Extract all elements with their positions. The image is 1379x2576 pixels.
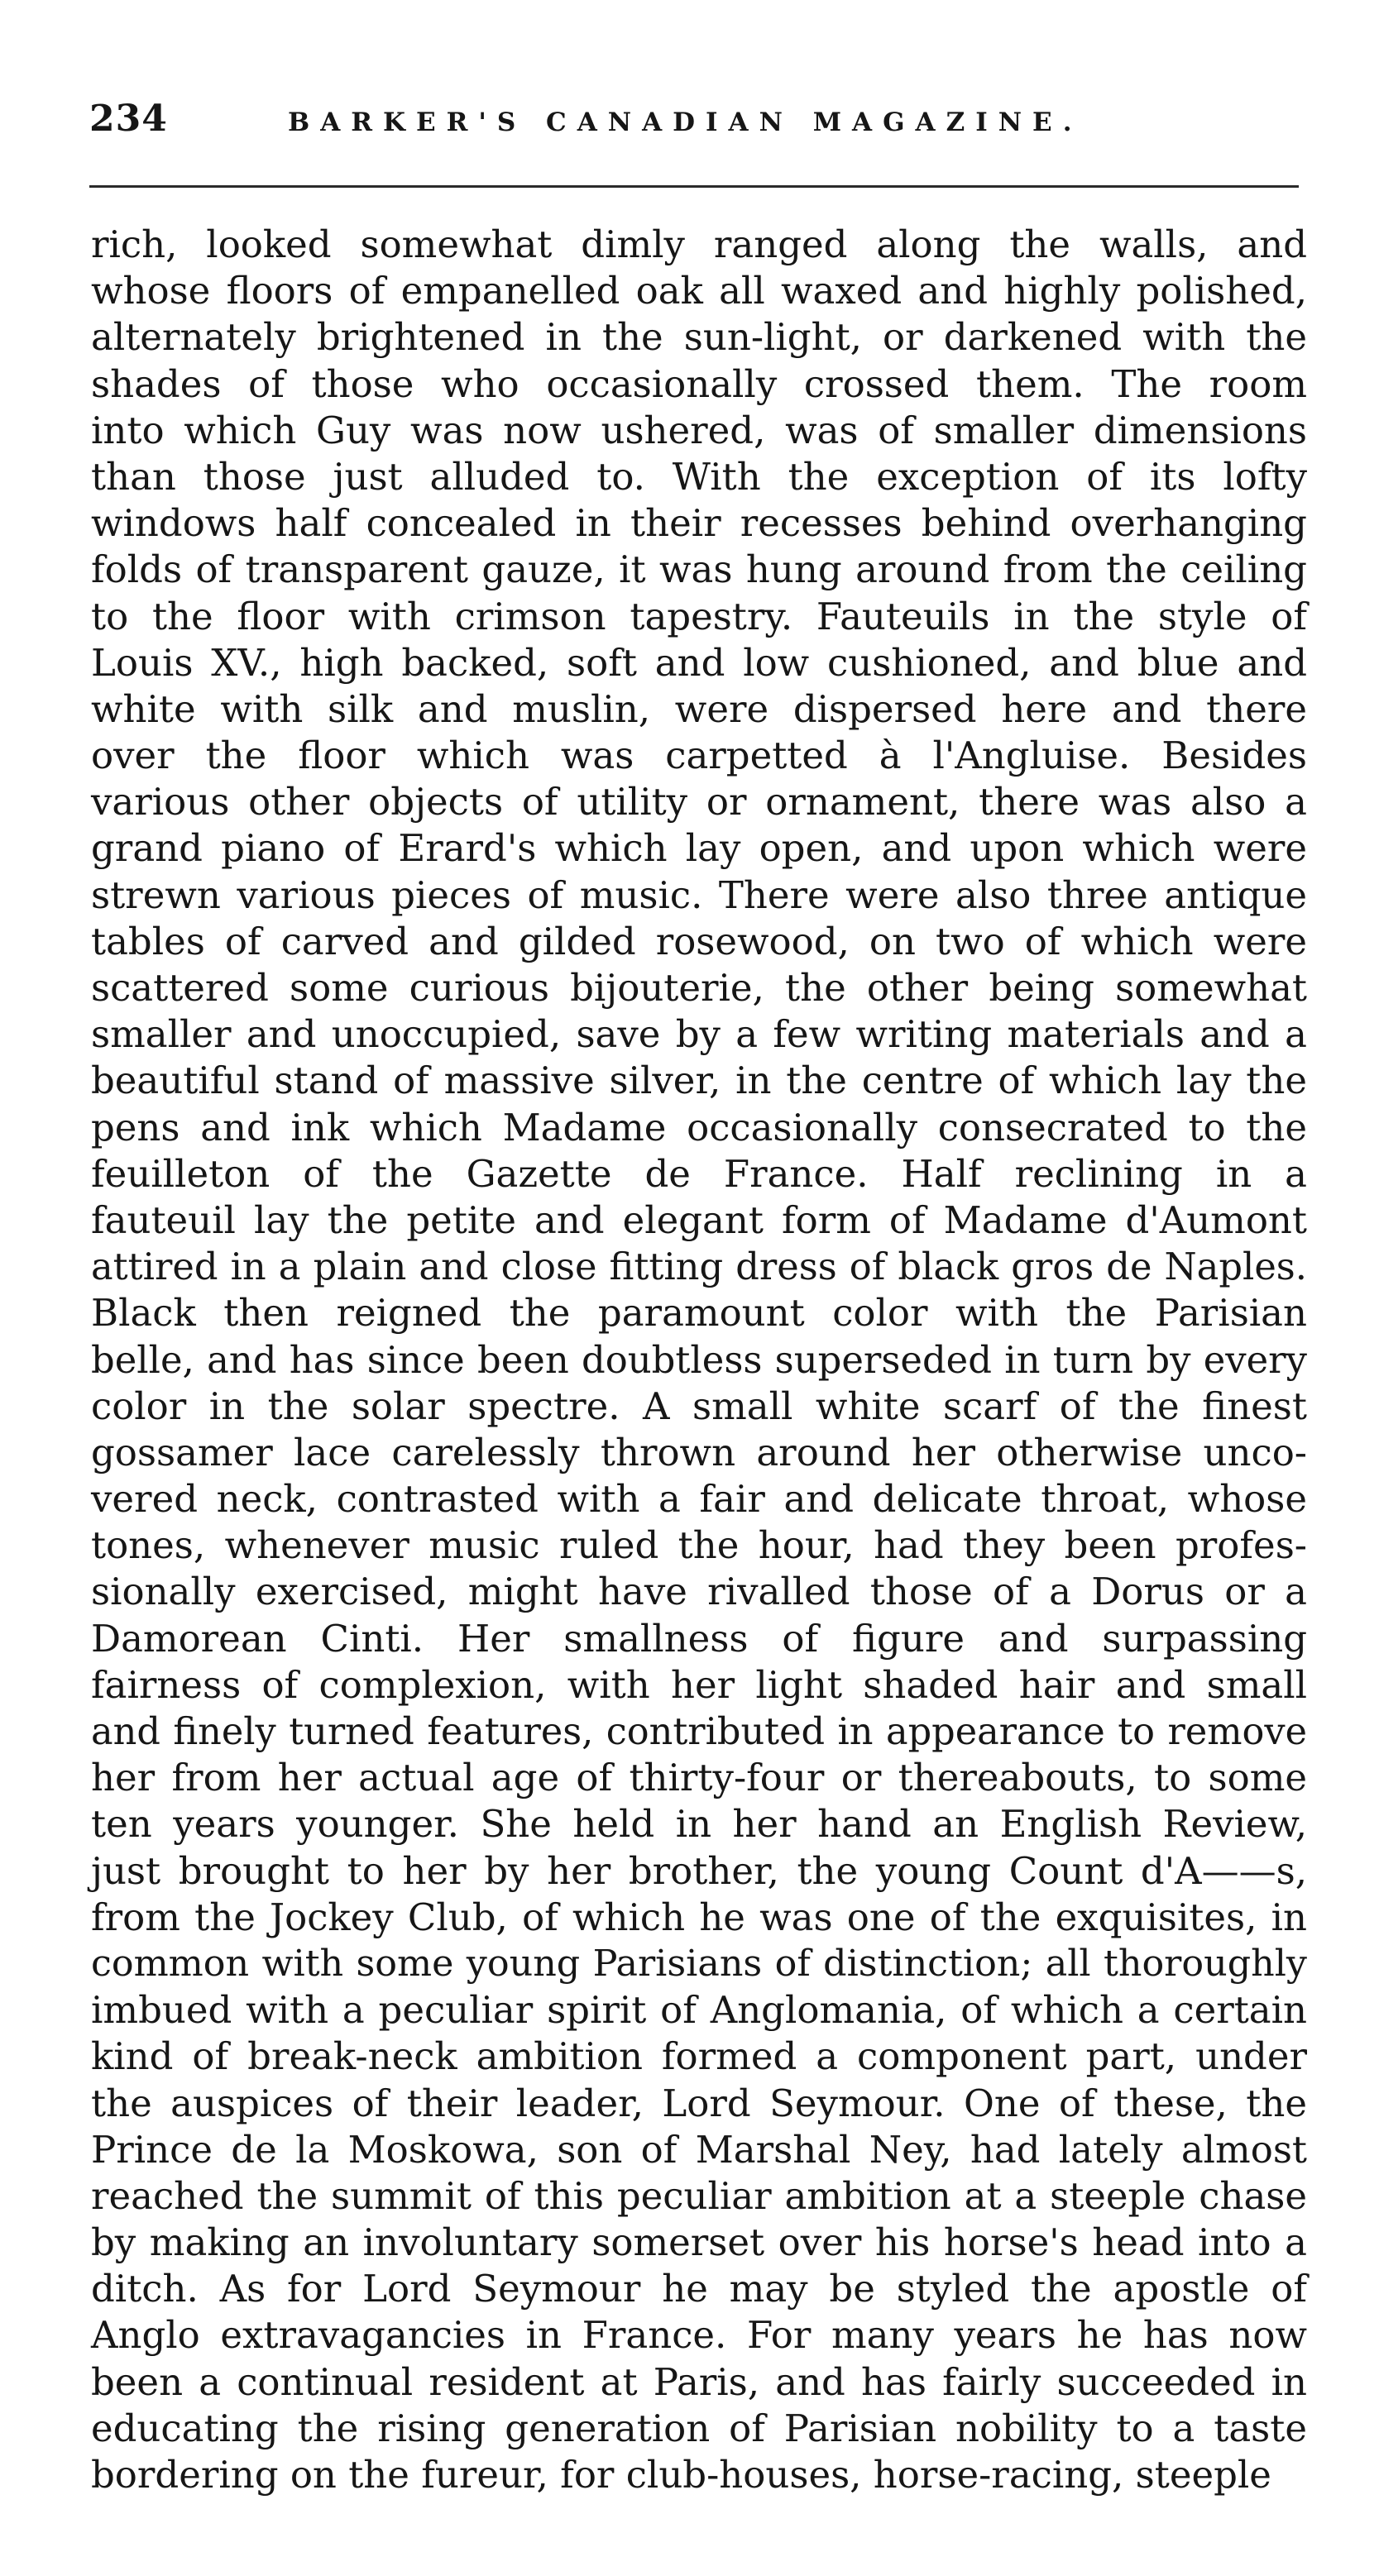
text-line: Damorean Cinti. Her smallness of figure and surpassing [91, 1616, 1307, 1661]
text-line: by making an involuntary somerset over his horse's head into a [91, 2220, 1307, 2265]
text-line: tones, whenever music ruled the hour, had they been profes- [91, 1523, 1307, 1568]
text-line: color in the solar spectre. A small white scarf of the finest [91, 1384, 1307, 1428]
text-line: imbued with a peculiar spirit of Anglomania, of which a certain [91, 1988, 1307, 2033]
text-line: scattered some curious bijouterie, the other being somewhat [91, 966, 1307, 1010]
text-line: alternately brightened in the sun-light, or darkened with the [91, 315, 1307, 360]
text-line: and finely turned features, contributed in appearance to remove [91, 1710, 1307, 1753]
text-line: fairness of complexion, with her light shaded hair and small [91, 1662, 1307, 1707]
text-line: Louis XV., high backed, soft and low cushioned, and blue and [91, 640, 1307, 685]
text-line: to the floor with crimson tapestry. Fauteuils in the style of [91, 594, 1307, 638]
running-title: BARKER'S CANADIAN MAGAZINE. [288, 108, 1083, 137]
header-rule [89, 185, 1299, 188]
text-line: educating the rising generation of Parisian nobility to a taste [91, 2406, 1307, 2450]
text-line: whose floors of empanelled oak all waxed and highly polished, [91, 269, 1307, 313]
text-line: common with some young Parisians of distinction; all thoroughly [91, 1942, 1307, 1985]
text-line: over the floor which was carpetted à l'Angluise. Besides [91, 734, 1307, 778]
text-line: gossamer lace carelessly thrown around her otherwise unco- [91, 1430, 1307, 1474]
text-line: Anglo extravagancies in France. For many years he has now [91, 2313, 1307, 2358]
text-line: smaller and unoccupied, save by a few writing materials and a [91, 1012, 1307, 1057]
text-line: bordering on the fureur, for club-houses, horse-racing, steeple [91, 2453, 1271, 2497]
text-line: kind of break-neck ambition formed a component part, under [91, 2034, 1307, 2079]
text-line: shades of those who occasionally crossed them. The room [91, 361, 1307, 406]
text-line: beautiful stand of massive silver, in the centre of which lay the [91, 1059, 1307, 1103]
text-line: sionally exercised, might have rivalled those of a Dorus or a [91, 1570, 1307, 1614]
text-line: the auspices of their leader, Lord Seymour. One of these, the [91, 2081, 1307, 2125]
text-line: vered neck, contrasted with a fair and delicate throat, whose [91, 1477, 1307, 1522]
text-line: folds of transparent gauze, it was hung around from the ceiling [91, 547, 1307, 592]
text-line: Black then reigned the paramount color with the Parisian [91, 1291, 1307, 1336]
text-line: rich, looked somewhat dimly ranged along the walls, and [91, 222, 1307, 266]
text-line: than those just alluded to. With the exception of its lofty [91, 454, 1307, 499]
text-line: white with silk and muslin, were dispersed here and there [91, 686, 1307, 731]
text-line: ditch. As for Lord Seymour he may be styled the apostle of [91, 2267, 1307, 2311]
text-line: pens and ink which Madame occasionally consecrated to the [91, 1105, 1307, 1149]
text-line: tables of carved and gilded rosewood, on two of which were [91, 919, 1307, 963]
text-line: attired in a plain and close fitting dress of black gros de Naples. [91, 1245, 1307, 1289]
text-line: ten years younger. She held in her hand an English Review, [91, 1802, 1307, 1847]
text-line: into which Guy was now ushered, was of smaller dimensions [91, 408, 1307, 452]
text-line: windows half concealed in their recesses behind overhanging [91, 501, 1307, 546]
text-line: from the Jockey Club, of which he was one of the exquisites, in [91, 1895, 1307, 1939]
text-line: belle, and has since been doubtless superseded in turn by every [91, 1337, 1307, 1382]
text-line: various other objects of utility or ornament, there was also a [91, 780, 1307, 824]
page-number: 234 [89, 98, 168, 140]
text-line: fauteuil lay the petite and elegant form of Madame d'Aumont [91, 1197, 1307, 1242]
text-line: feuilleton of the Gazette de France. Half reclining in a [91, 1151, 1307, 1196]
text-line: Prince de la Moskowa, son of Marshal Ney, had lately almost [91, 2127, 1307, 2172]
text-line: reached the summit of this peculiar ambition at a steeple chase [91, 2173, 1307, 2218]
text-line: strewn various pieces of music. There were also three antique [91, 872, 1307, 917]
text-line: her from her actual age of thirty-four or thereabouts, to some [91, 1756, 1307, 1800]
body-text [91, 222, 1307, 2498]
text-line: grand piano of Erard's which lay open, and upon which were [91, 826, 1307, 871]
text-line: just brought to her by her brother, the young Count d'A——s, [91, 1848, 1307, 1893]
text-line: been a continual resident at Paris, and has fairly succeeded in [91, 2359, 1307, 2404]
running-head [89, 98, 1297, 164]
